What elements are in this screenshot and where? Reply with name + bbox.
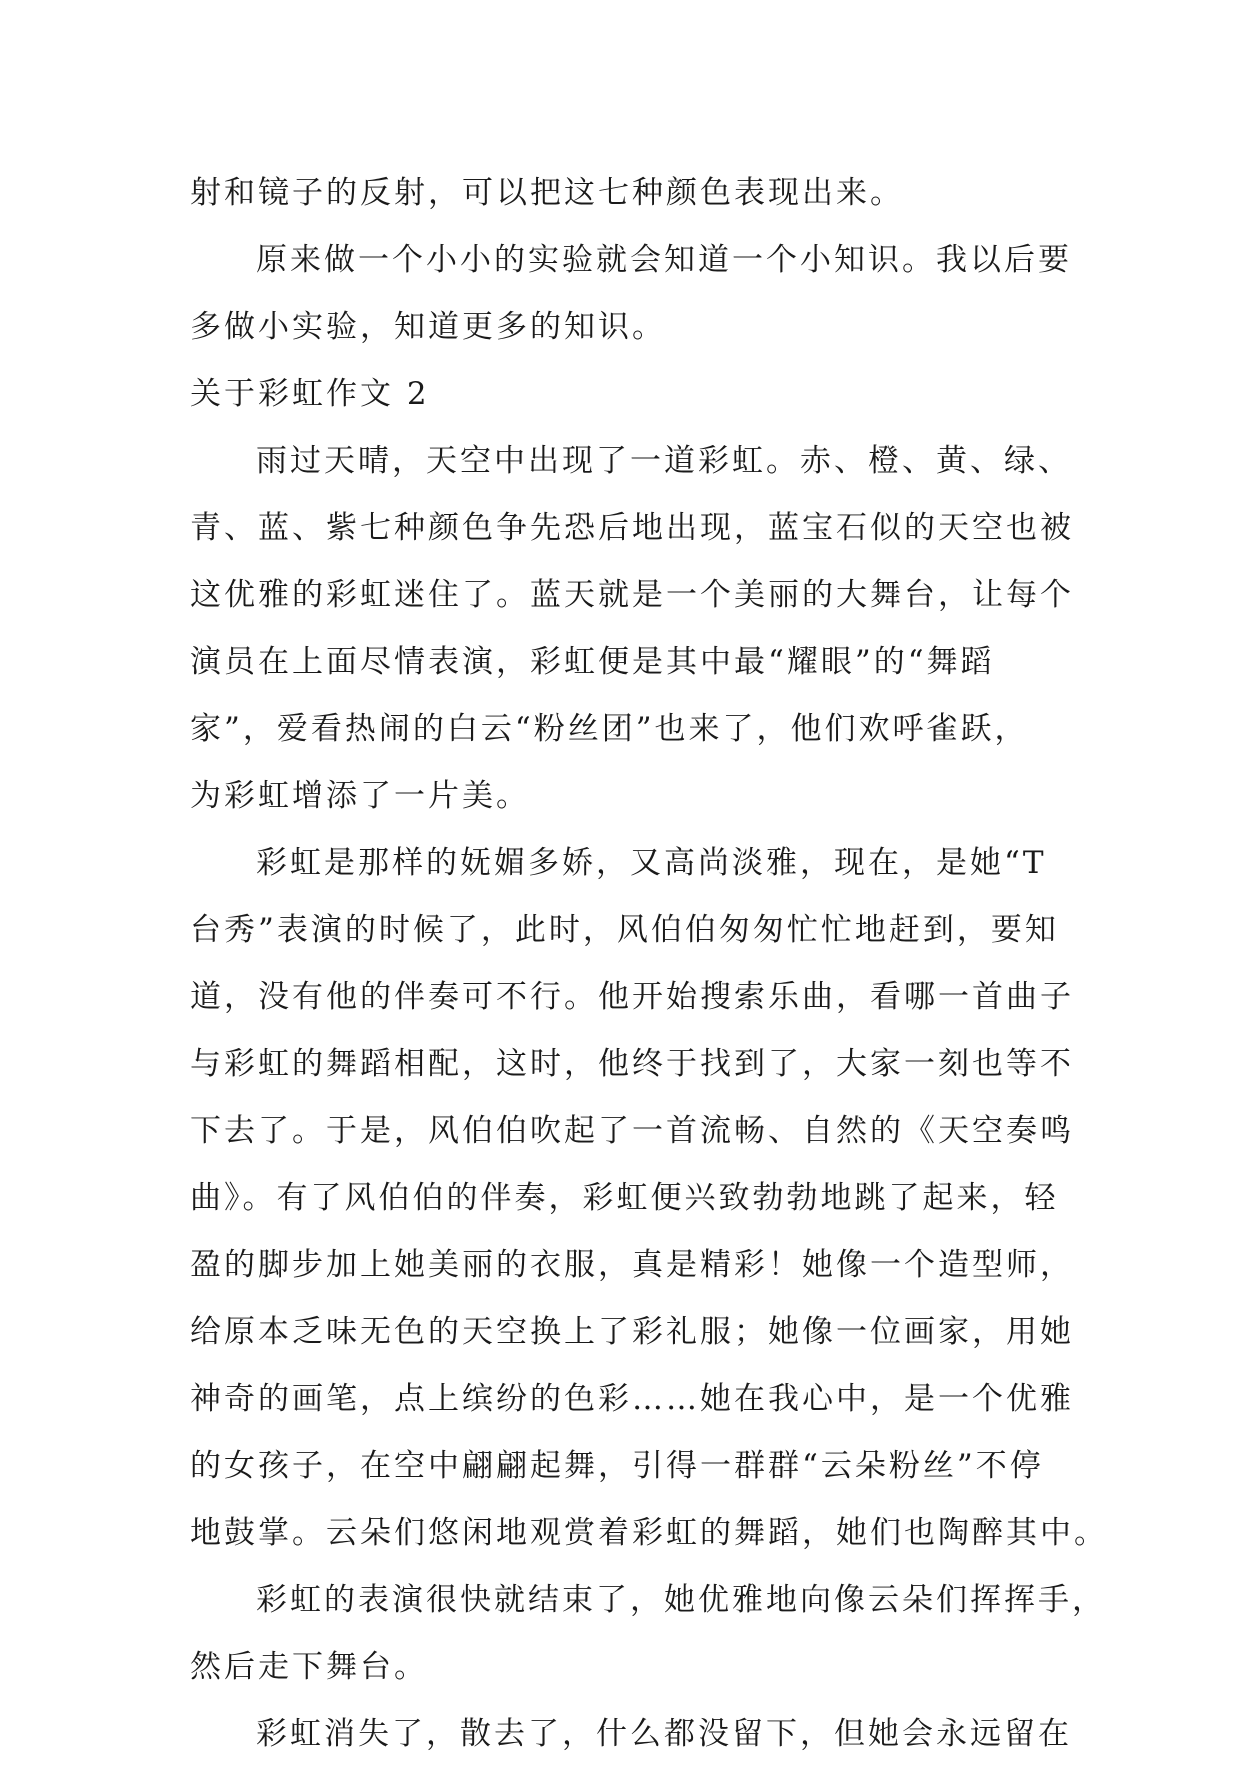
- text-line: 地鼓掌。云朵们悠闲地观赏着彩虹的舞蹈，她们也陶醉其中。: [190, 1515, 1108, 1551]
- document-body: [190, 160, 1108, 1768]
- text-line: 台秀”表演的时候了，此时，风伯伯匆匆忙忙地赶到，要知: [190, 912, 1059, 948]
- text-line: 彩虹的表演很快就结束了，她优雅地向像云朵们挥挥手，: [256, 1582, 1106, 1618]
- text-line: 与彩虹的舞蹈相配，这时，他终于找到了，大家一刻也等不: [190, 1046, 1074, 1082]
- text-line: 这优雅的彩虹迷住了。蓝天就是一个美丽的大舞台，让每个: [190, 577, 1074, 613]
- text-line: 演员在上面尽情表演，彩虹便是其中最“耀眼”的“舞蹈: [190, 644, 995, 680]
- text-line: 原来做一个小小的实验就会知道一个小知识。我以后要: [256, 242, 1072, 278]
- text-line: 盈的脚步加上她美丽的衣服，真是精彩！她像一个造型师，: [190, 1247, 1074, 1283]
- text-line: 射和镜子的反射，可以把这七种颜色表现出来。: [190, 175, 904, 211]
- text-line: 神奇的画笔，点上缤纷的色彩……她在我心中，是一个优雅: [190, 1381, 1074, 1417]
- text-line: 雨过天晴，天空中出现了一道彩虹。赤、橙、黄、绿、: [256, 443, 1072, 479]
- text-line: 下去了。于是，风伯伯吹起了一首流畅、自然的《天空奏鸣: [190, 1113, 1074, 1149]
- section-heading: 关于彩虹作文 2: [190, 376, 430, 412]
- text-line: 曲》。有了风伯伯的伴奏，彩虹便兴致勃勃地跳了起来，轻: [190, 1180, 1059, 1216]
- text-line: 给原本乏味无色的天空换上了彩礼服；她像一位画家，用她: [190, 1314, 1074, 1350]
- text-line: 为彩虹增添了一片美。: [190, 778, 530, 814]
- text-line: 青、蓝、紫七种颜色争先恐后地出现，蓝宝石似的天空也被: [190, 510, 1074, 546]
- text-line: 然后走下舞台。: [190, 1649, 428, 1685]
- text-line: 彩虹消失了，散去了，什么都没留下，但她会永远留在: [256, 1716, 1072, 1752]
- text-line: 的女孩子，在空中翩翩起舞，引得一群群“云朵粉丝”不停: [190, 1448, 1044, 1484]
- text-line: 多做小实验，知道更多的知识。: [190, 309, 666, 345]
- text-line: 道，没有他的伴奏可不行。他开始搜索乐曲，看哪一首曲子: [190, 979, 1074, 1015]
- text-line: 彩虹是那样的妩媚多娇，又高尚淡雅，现在，是她“T: [256, 845, 1047, 881]
- text-line: 家”，爱看热闹的白云“粉丝团”也来了，他们欢呼雀跃，: [190, 711, 1029, 747]
